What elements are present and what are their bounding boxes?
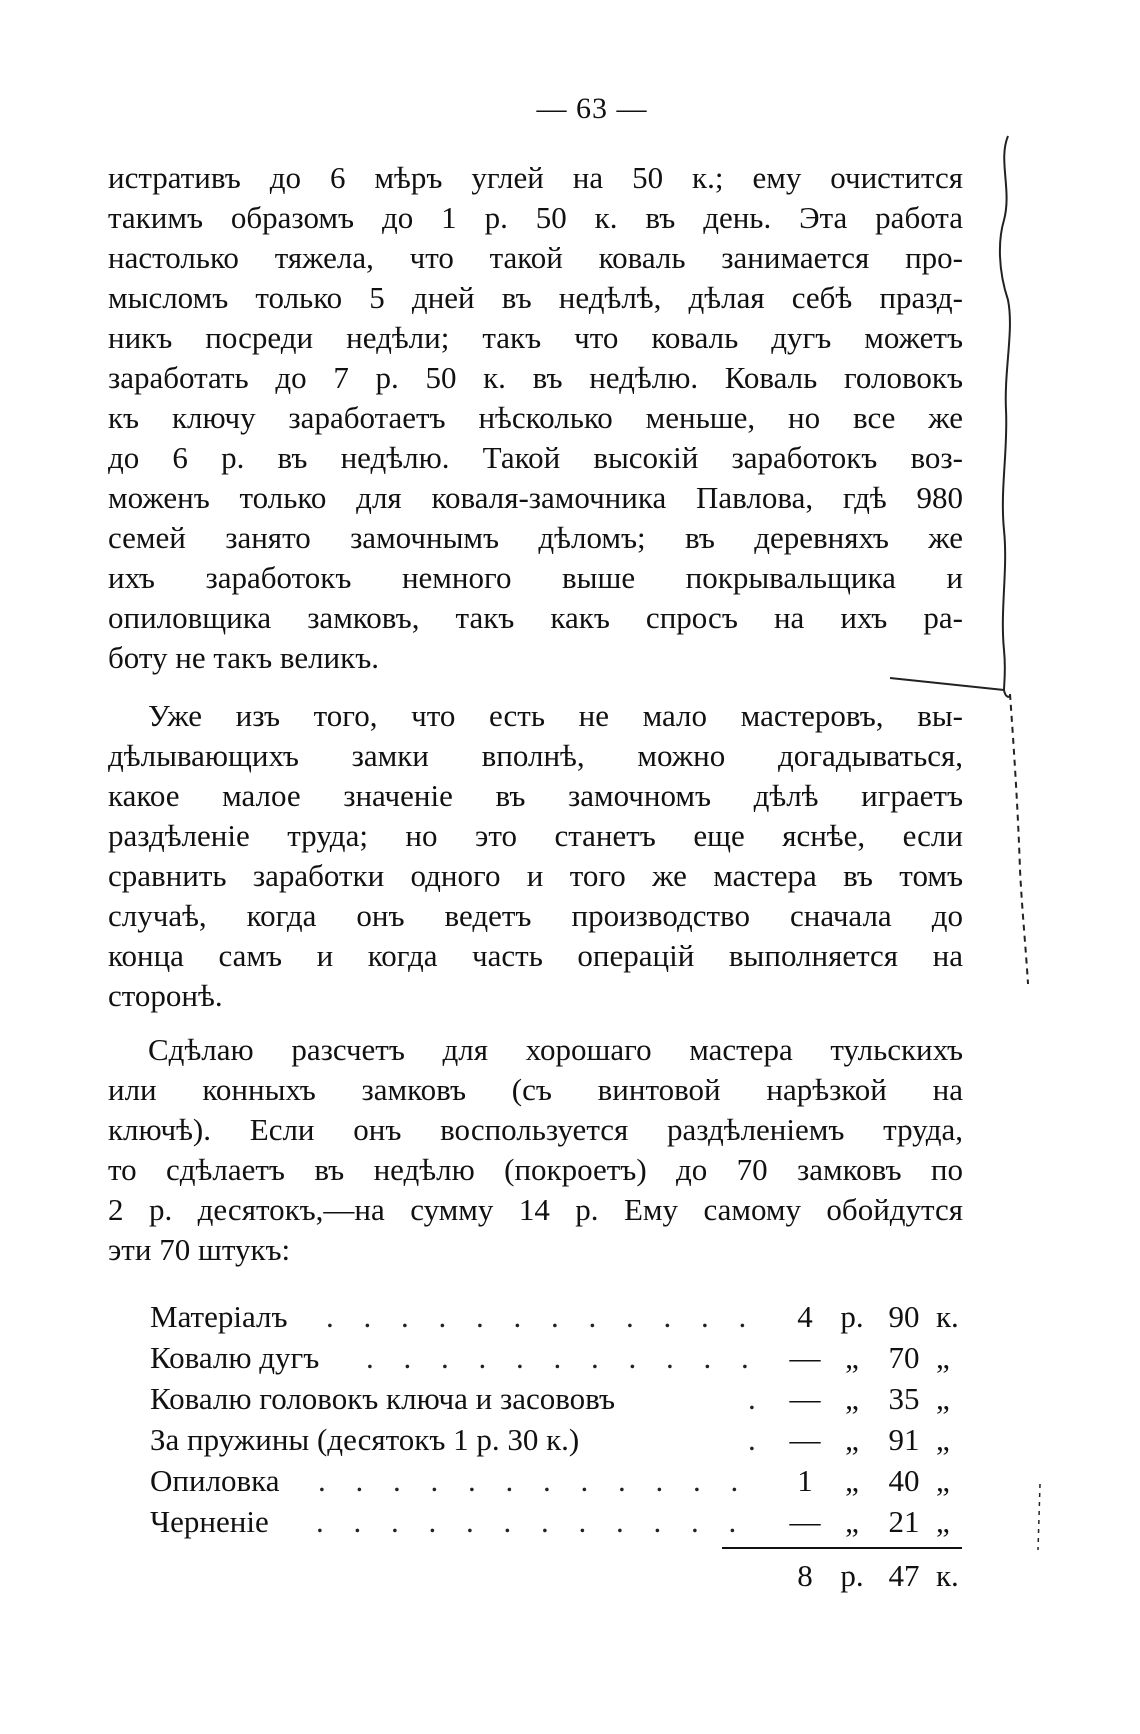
text-line: конца самъ и когда часть операцій выполняется на — [108, 938, 963, 973]
leader-dots: . — [748, 1381, 767, 1416]
text-line: боту не такъ великъ. — [108, 640, 379, 675]
text-line: заработать до 7 р. 50 к. въ недѣлю. Коваль головокъ — [108, 360, 963, 395]
table-row — [150, 1501, 963, 1542]
row-label: Ковалю дугъ — [150, 1340, 320, 1375]
text-line: никъ посреди недѣли; такъ что коваль дугъ можетъ — [108, 320, 963, 355]
kopecks: 21 — [888, 1504, 920, 1539]
kopecks-unit: „ — [936, 1504, 950, 1539]
row-label: Черненіе — [150, 1504, 269, 1539]
kopecks-unit: „ — [936, 1422, 950, 1457]
total-kopecks: 47 — [888, 1558, 920, 1593]
rubles: 1 — [797, 1463, 813, 1498]
text-line: моженъ только для коваля-замочника Павлова, гдѣ 980 — [108, 480, 963, 515]
text-line: или конныхъ замковъ (съ винтовой нарѣзкой на — [108, 1072, 963, 1107]
total-kopecks-unit: к. — [936, 1558, 959, 1593]
kopecks-unit: „ — [936, 1463, 950, 1498]
page-number: — 63 — — [536, 92, 648, 125]
kopecks: 70 — [888, 1340, 920, 1375]
text-line: раздѣленіе труда; но это станетъ еще яснѣе, если — [108, 818, 963, 853]
total-rubles: 8 — [797, 1558, 813, 1593]
rubles-unit: р. — [840, 1299, 864, 1334]
text-line: къ ключу заработаетъ нѣсколько меньше, но все же — [108, 400, 963, 435]
row-label: За пружины (десятокъ 1 р. 30 к.) — [150, 1422, 580, 1457]
row-label: Матеріалъ — [150, 1299, 288, 1334]
text-line: эти 70 штукъ: — [108, 1232, 291, 1267]
table-row — [150, 1419, 963, 1460]
text-line: 2 р. десятокъ,—на сумму 14 р. Ему самому обойдутся — [108, 1192, 963, 1227]
text-line: семей занято замочнымъ дѣломъ; въ деревняхъ же — [108, 520, 963, 555]
cost-table — [150, 1296, 963, 1593]
text-line: то сдѣлаетъ въ недѣлю (покроетъ) до 70 замковъ по — [108, 1152, 963, 1187]
total-row — [150, 1554, 963, 1598]
kopecks: 91 — [888, 1422, 920, 1457]
margin-bracket-mark — [880, 130, 1030, 700]
rubles: — — [789, 1504, 821, 1539]
text-line: такимъ образомъ до 1 р. 50 к. въ день. Эта работа — [108, 200, 963, 235]
rubles: — — [789, 1422, 821, 1457]
rubles-unit: „ — [845, 1504, 859, 1539]
table-row — [150, 1337, 963, 1378]
kopecks: 35 — [888, 1381, 920, 1416]
rubles: — — [789, 1340, 821, 1375]
table-row — [150, 1460, 963, 1501]
text-line: мысломъ только 5 дней въ недѣлѣ, дѣлая себѣ празд- — [108, 280, 963, 315]
text-line: до 6 р. въ недѣлю. Такой высокій заработокъ воз- — [108, 440, 963, 475]
text-line: случаѣ, когда онъ ведетъ производство сначала до — [108, 898, 963, 933]
sum-divider — [722, 1547, 962, 1549]
text-line: какое малое значеніе въ замочномъ дѣлѣ играетъ — [108, 778, 963, 813]
text-line: сторонѣ. — [108, 978, 223, 1013]
kopecks: 90 — [888, 1299, 920, 1334]
rubles-unit: „ — [845, 1463, 859, 1498]
leader-dots: . . . . . . . . . . . . — [316, 1504, 748, 1539]
rubles-unit: „ — [845, 1340, 859, 1375]
row-label: Ковалю головокъ ключа и засововъ — [150, 1381, 616, 1416]
text-line: ихъ заработокъ немного выше покрывальщика и — [108, 560, 963, 595]
text-line: дѣлывающихъ замки вполнѣ, можно догадываться, — [108, 738, 963, 773]
text-line: истративъ до 6 мѣръ углей на 50 к.; ему очистится — [108, 160, 963, 195]
table-row — [150, 1378, 963, 1419]
leader-dots: . . . . . . . . . . . . — [326, 1299, 758, 1334]
text-line: Уже изъ того, что есть не мало мастеровъ, вы- — [148, 698, 963, 733]
paragraph-2 — [108, 696, 963, 1016]
kopecks-unit: „ — [936, 1340, 950, 1375]
rubles-unit: „ — [845, 1422, 859, 1457]
leader-dots: . . . . . . . . . . . — [366, 1340, 760, 1375]
margin-line-mark — [1000, 690, 1040, 990]
row-label: Опиловка — [150, 1463, 280, 1498]
kopecks-unit: „ — [936, 1381, 950, 1416]
rubles-unit: „ — [845, 1381, 859, 1416]
margin-tick-mark — [1030, 1480, 1050, 1560]
kopecks-unit: к. — [936, 1299, 959, 1334]
text-line: опиловщика замковъ, такъ какъ спросъ на ихъ ра- — [108, 600, 963, 635]
text-line: Сдѣлаю разсчетъ для хорошаго мастера тульскихъ — [148, 1032, 963, 1067]
leader-dots: . — [748, 1422, 767, 1457]
rubles: — — [789, 1381, 821, 1416]
kopecks: 40 — [888, 1463, 920, 1498]
text-line: сравнить заработки одного и того же мастера въ томъ — [108, 858, 963, 893]
total-rubles-unit: р. — [840, 1558, 864, 1593]
leader-dots: . . . . . . . . . . . . — [318, 1463, 750, 1498]
text-line: настолько тяжела, что такой коваль занимается про- — [108, 240, 963, 275]
paragraph-3 — [108, 1030, 963, 1270]
rubles: 4 — [797, 1299, 813, 1334]
text-line: ключѣ). Если онъ воспользуется раздѣленіемъ труда, — [108, 1112, 963, 1147]
table-row — [150, 1296, 963, 1337]
paragraph-1 — [108, 158, 963, 678]
